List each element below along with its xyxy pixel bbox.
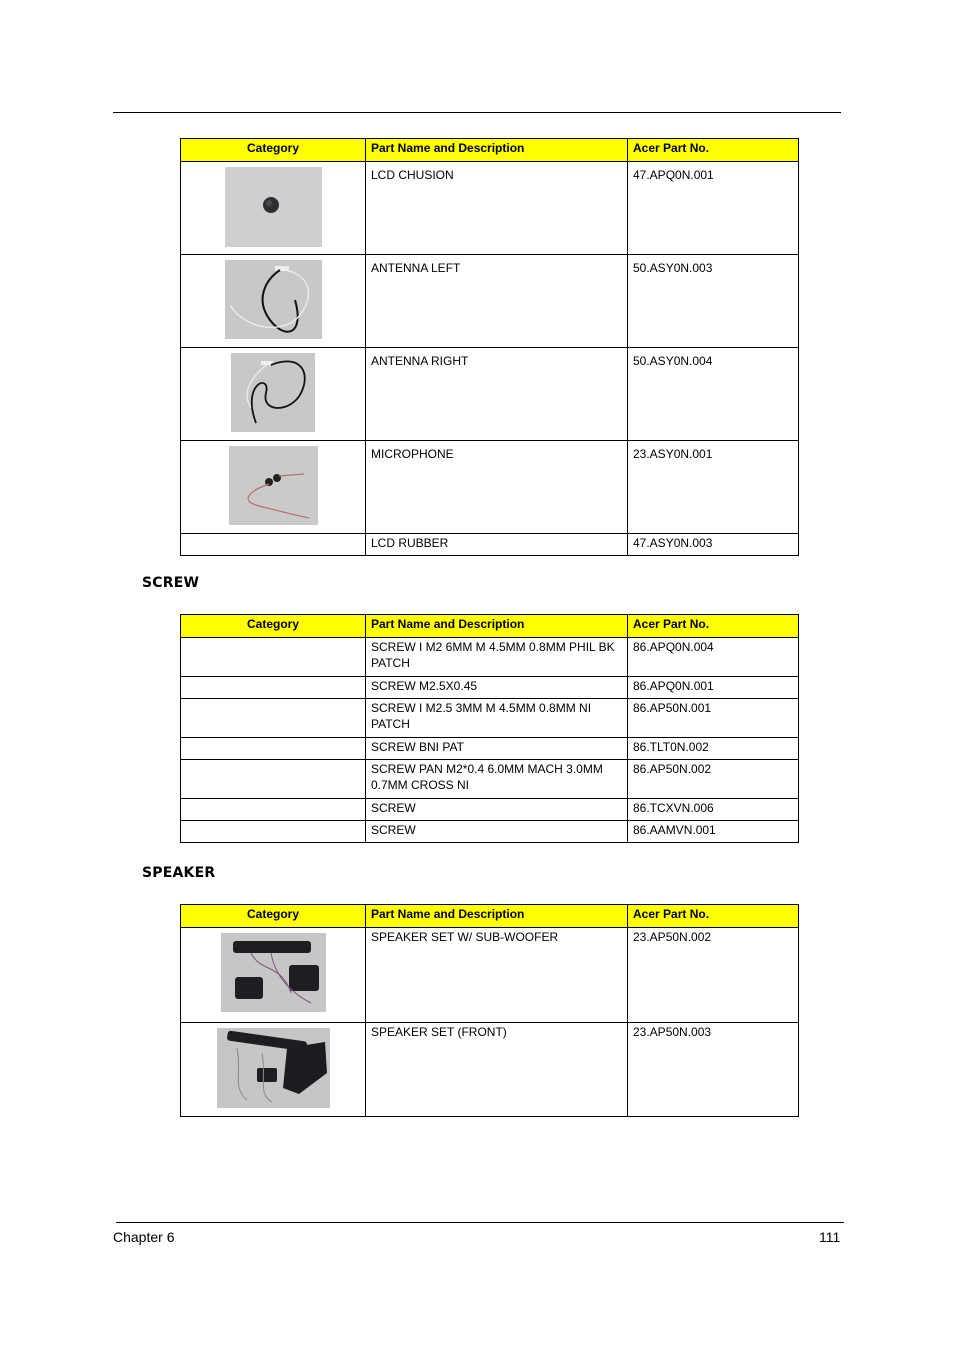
part-number-cell: 86.AAMVN.001 [628, 821, 799, 843]
table-row [181, 677, 799, 699]
part-name-cell: MICROPHONE [366, 441, 628, 534]
part-number-cell: 86.TLT0N.002 [628, 738, 799, 760]
part-name-cell: SPEAKER SET (FRONT) [366, 1023, 628, 1117]
antenna-left-photo [225, 260, 322, 339]
header-acer-part-no: Acer Part No. [628, 139, 799, 162]
speaker-front-photo [217, 1028, 330, 1108]
speaker-parts-table [180, 904, 799, 1117]
part-number-cell: 50.ASY0N.004 [628, 348, 799, 441]
category-cell [181, 760, 366, 799]
part-name-cell: LCD CHUSION [366, 162, 628, 255]
header-acer-part-no: Acer Part No. [628, 615, 799, 638]
speaker-subwoofer-photo [221, 933, 326, 1012]
part-name-cell: SCREW PAN M2*0.4 6.0MM MACH 3.0MM 0.7MM CROSS NI [366, 760, 628, 799]
antenna-right-photo [231, 353, 315, 432]
header-part-name: Part Name and Description [366, 615, 628, 638]
part-name-cell: SCREW I M2.5 3MM M 4.5MM 0.8MM NI PATCH [366, 699, 628, 738]
header-category: Category [181, 139, 366, 162]
table-row [181, 534, 799, 556]
part-name-cell: SCREW [366, 799, 628, 821]
category-cell [181, 162, 366, 255]
part-name-cell: ANTENNA LEFT [366, 255, 628, 348]
table-row [181, 1023, 799, 1117]
table-row [181, 348, 799, 441]
category-cell [181, 534, 366, 556]
category-cell [181, 677, 366, 699]
section-title-speaker: SPEAKER [142, 865, 216, 881]
header-part-name: Part Name and Description [366, 139, 628, 162]
header-category: Category [181, 905, 366, 928]
table-header-row [181, 905, 799, 928]
screw-parts-table [180, 614, 799, 843]
category-cell [181, 799, 366, 821]
category-cell [181, 738, 366, 760]
category-cell [181, 928, 366, 1023]
category-cell [181, 441, 366, 534]
part-number-cell: 86.APQ0N.004 [628, 638, 799, 677]
part-name-cell: SPEAKER SET W/ SUB-WOOFER [366, 928, 628, 1023]
part-name-cell: SCREW M2.5X0.45 [366, 677, 628, 699]
lcd-cushion-photo [225, 167, 322, 247]
part-name-cell: ANTENNA RIGHT [366, 348, 628, 441]
table-row [181, 821, 799, 843]
part-number-cell: 86.TCXVN.006 [628, 799, 799, 821]
table-row [181, 799, 799, 821]
category-cell [181, 821, 366, 843]
footer-chapter: Chapter 6 [113, 1229, 175, 1245]
table-row [181, 699, 799, 738]
category-cell [181, 348, 366, 441]
category-cell [181, 699, 366, 738]
header-part-name: Part Name and Description [366, 905, 628, 928]
part-number-cell: 23.AP50N.002 [628, 928, 799, 1023]
table-row [181, 162, 799, 255]
header-rule [113, 112, 841, 113]
part-name-cell: SCREW BNI PAT [366, 738, 628, 760]
part-number-cell: 23.AP50N.003 [628, 1023, 799, 1117]
table-header-row [181, 615, 799, 638]
part-number-cell: 47.APQ0N.001 [628, 162, 799, 255]
part-number-cell: 23.ASY0N.001 [628, 441, 799, 534]
footer-rule [116, 1222, 844, 1223]
microphone-photo [229, 446, 318, 525]
header-category: Category [181, 615, 366, 638]
category-cell [181, 638, 366, 677]
table-row [181, 255, 799, 348]
part-number-cell: 47.ASY0N.003 [628, 534, 799, 556]
footer-page-number: 111 [819, 1229, 841, 1245]
header-acer-part-no: Acer Part No. [628, 905, 799, 928]
section-title-screw: SCREW [142, 575, 200, 591]
part-number-cell: 86.APQ0N.001 [628, 677, 799, 699]
table-row [181, 928, 799, 1023]
part-number-cell: 50.ASY0N.003 [628, 255, 799, 348]
table-row [181, 760, 799, 799]
part-name-cell: SCREW [366, 821, 628, 843]
table-header-row [181, 139, 799, 162]
part-number-cell: 86.AP50N.001 [628, 699, 799, 738]
category-cell [181, 1023, 366, 1117]
part-name-cell: LCD RUBBER [366, 534, 628, 556]
part-name-cell: SCREW I M2 6MM M 4.5MM 0.8MM PHIL BK PATCH [366, 638, 628, 677]
lcd-parts-table [180, 138, 799, 556]
table-row [181, 441, 799, 534]
table-row [181, 738, 799, 760]
table-row [181, 638, 799, 677]
part-number-cell: 86.AP50N.002 [628, 760, 799, 799]
category-cell [181, 255, 366, 348]
